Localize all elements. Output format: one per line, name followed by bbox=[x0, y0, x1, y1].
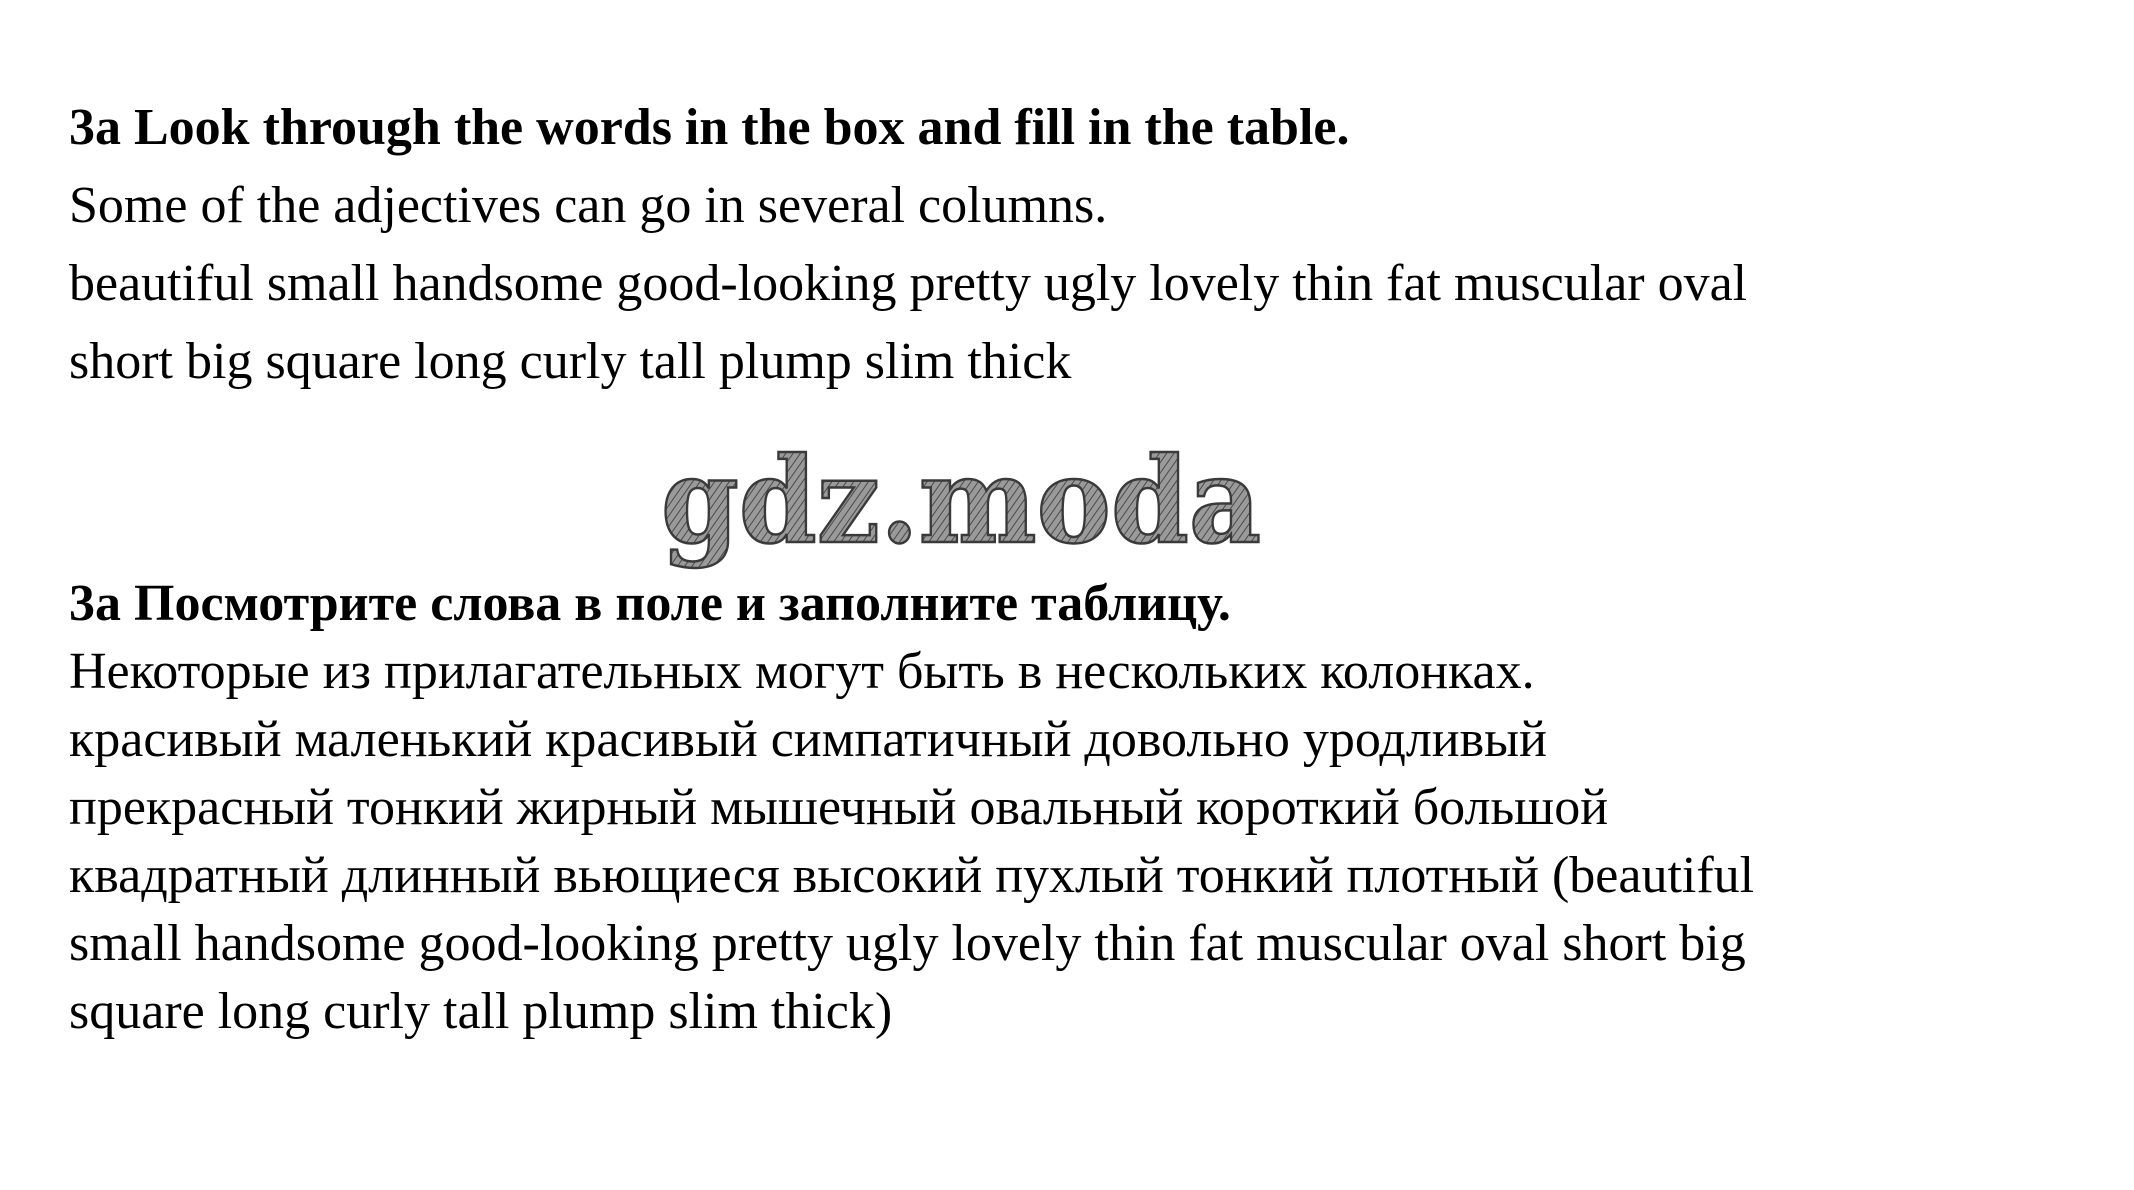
translation-line-2: прекрасный тонкий жирный мышечный овальный короткий большой bbox=[69, 779, 1609, 836]
exercise-instruction-english: Some of the adjectives can go in several columns. bbox=[69, 177, 1108, 234]
exercise-title-english: 3a Look through the words in the box and fill in the table. bbox=[69, 99, 1350, 156]
translation-line-4: small handsome good-looking pretty ugly lovely thin fat muscular oval short big bbox=[69, 915, 1746, 972]
translation-line-1: красивый маленький красивый симпатичный довольно уродливый bbox=[69, 711, 1547, 768]
watermark-logo bbox=[655, 430, 1275, 580]
exercise-title-russian: 3а Посмотрите слова в поле и заполните таблицу. bbox=[69, 575, 1231, 632]
svg-text:gdz.moda: gdz.moda bbox=[661, 431, 1261, 570]
word-box-line-2: short big square long curly tall plump slim thick bbox=[69, 333, 1072, 390]
word-box-line-1: beautiful small handsome good-looking pretty ugly lovely thin fat muscular oval bbox=[69, 255, 1748, 312]
exercise-instruction-russian: Некоторые из прилагательных могут быть в нескольких колонках. bbox=[69, 643, 1535, 700]
translation-line-3: квадратный длинный вьющиеся высокий пухлый тонкий плотный (beautiful bbox=[69, 847, 1755, 904]
translation-line-5: square long curly tall plump slim thick) bbox=[69, 983, 893, 1040]
